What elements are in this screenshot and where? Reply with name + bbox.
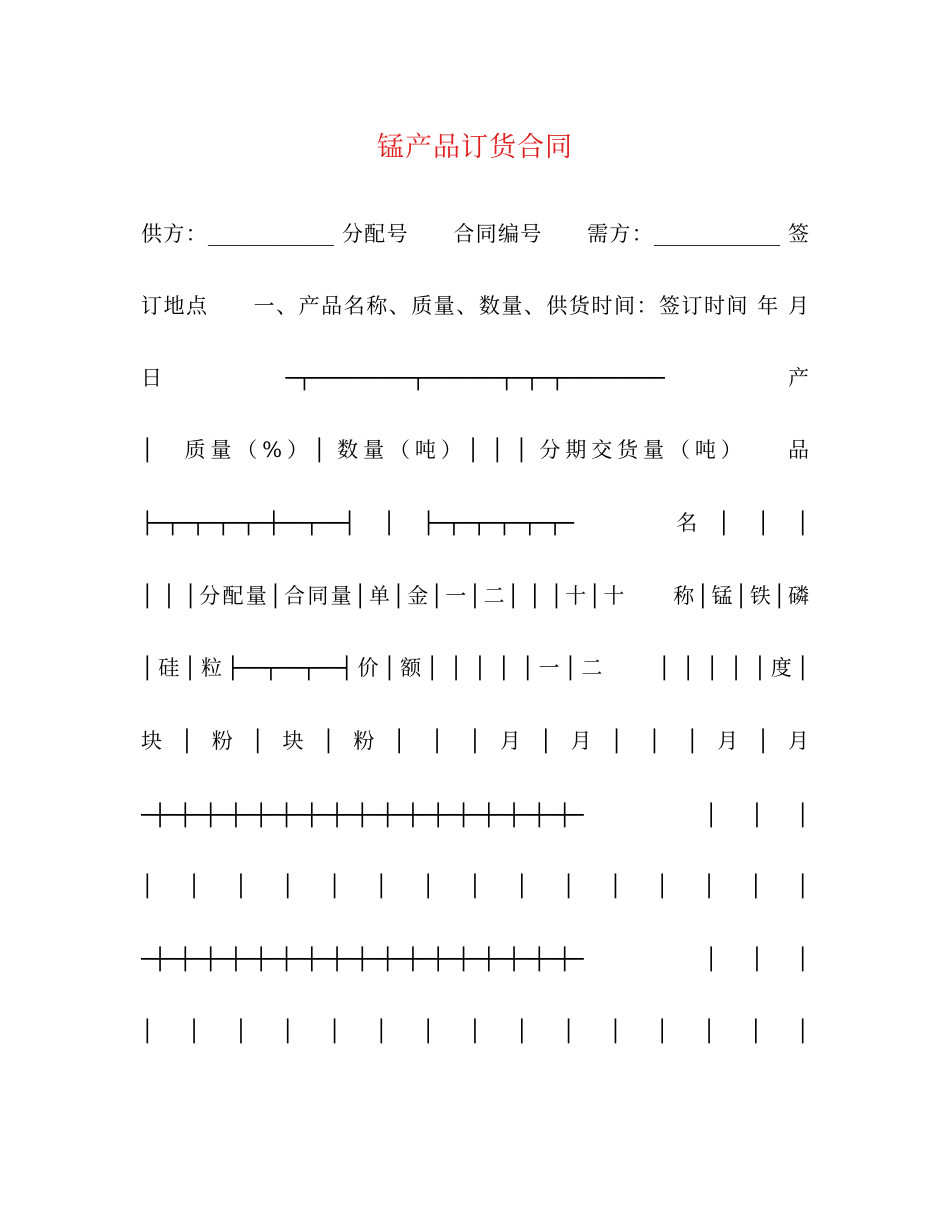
body-line-10: │ │ │ │ │ │ │ │ │ │ │ │ │ │ │ [141,874,809,898]
body-line-2: 订地点 一、产品名称、质量、数量、供货时间：签订时间 年 月 [141,294,809,318]
body-line-5: ├─┬─┬─┬─┬─┼──┬──┤ │ ├─┬─┬─┬─┬─┬─ 名│ │ │ [141,511,809,535]
body-line-1: 供方：____________ 分配号 合同编号 需方：____________ 签 [141,222,809,246]
body-line-3: 日 ─┬────────┬──────┬─┬─┬──────── 产 [141,366,809,390]
body-line-8: 块│粉│块│粉│ │ │月│月│ │ │月│月 [141,729,809,753]
body-line-4: │ 质量（%）│ 数量（吨）│ │ │ 分期交货量（吨） 品 [141,438,809,462]
body-line-6: │ │ │分配量│合同量│单│金│一│二│ │ │十│十 称│锰│铁│磷 [141,584,809,608]
body-line-9: ─┼─┼─┼─┼─┼─┼─┼─┼─┼─┼─┼─┼─┼─┼─┼─┼─┼─ │ │ │ [141,803,809,827]
body-line-12: │ │ │ │ │ │ │ │ │ │ │ │ │ │ │ [141,1019,809,1043]
document-title: 锰产品订货合同 [377,132,573,163]
body-line-11: ─┼─┼─┼─┼─┼─┼─┼─┼─┼─┼─┼─┼─┼─┼─┼─┼─┼─ │ │ │ [141,947,809,971]
body-line-7: │硅│粒├──┬──┬──┤价│额│ │ │ │ │一│二 │ │ │ │ │度│ [141,656,809,680]
